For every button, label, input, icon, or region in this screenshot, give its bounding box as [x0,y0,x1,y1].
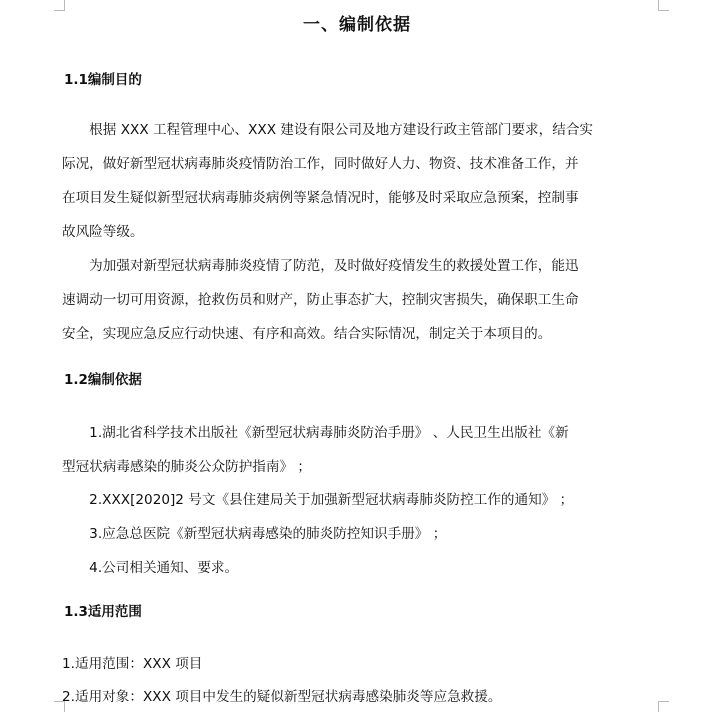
page-corner-mark-bottom-right [658,701,669,712]
document-title: 一、编制依据 [303,15,411,35]
section-heading-scope: 1.3适用范围 [64,604,142,620]
paragraph-purpose-2 [62,249,622,351]
scope-item-1: 1.适用范围：XXX 项目 [62,656,203,672]
paragraph-line: 在项目发生疑似新型冠状病毒肺炎病例等紧急情况时，能够及时采取应急预案，控制事 [62,190,579,206]
paragraph-line: 根据 XXX 工程管理中心、XXX 建设有限公司及地方建设行政主管部门要求，结合实 [62,122,594,138]
basis-item-3: 3.应急总医院《新型冠状病毒感染的肺炎防控知识手册》 ； [62,526,447,542]
paragraph-line: 故风险等级。 [62,224,144,240]
paragraph-line: 安全，实现应急反应行动快速、有序和高效。结合实际情况，制定关于本项目的。 [62,326,552,342]
scope-item-2: 2.适用对象：XXX 项目中发生的疑似新型冠状病毒感染肺炎等应急救援。 [62,689,502,705]
basis-item-1-line-2: 型冠状病毒感染的肺炎公众防护指南》 ； [62,459,312,475]
paragraph-purpose-1 [62,113,622,249]
basis-item-2: 2.XXX[2020]2 号文《县住建局关于加强新型冠状病毒肺炎防控工作的通知》 ； [62,492,574,508]
paragraph-line: 速调动一切可用资源，抢救伤员和财产，防止事态扩大，控制灾害损失，确保职工生命 [62,292,579,308]
paragraph-line: 为加强对新型冠状病毒肺炎疫情了防范，及时做好疫情发生的救援处置工作，能迅 [62,258,579,274]
basis-item-4: 4.公司相关通知、要求。 [62,560,239,576]
section-heading-purpose: 1.1编制目的 [64,72,142,88]
basis-item-1-line-1: 1.湖北省科学技术出版社《新型冠状病毒肺炎防治手册》 、人民卫生出版社《新 [62,425,569,441]
section-heading-basis: 1.2编制依据 [64,372,142,388]
paragraph-line: 际况，做好新型冠状病毒肺炎疫情防治工作，同时做好人力、物资、技术准备工作，并 [62,156,579,172]
